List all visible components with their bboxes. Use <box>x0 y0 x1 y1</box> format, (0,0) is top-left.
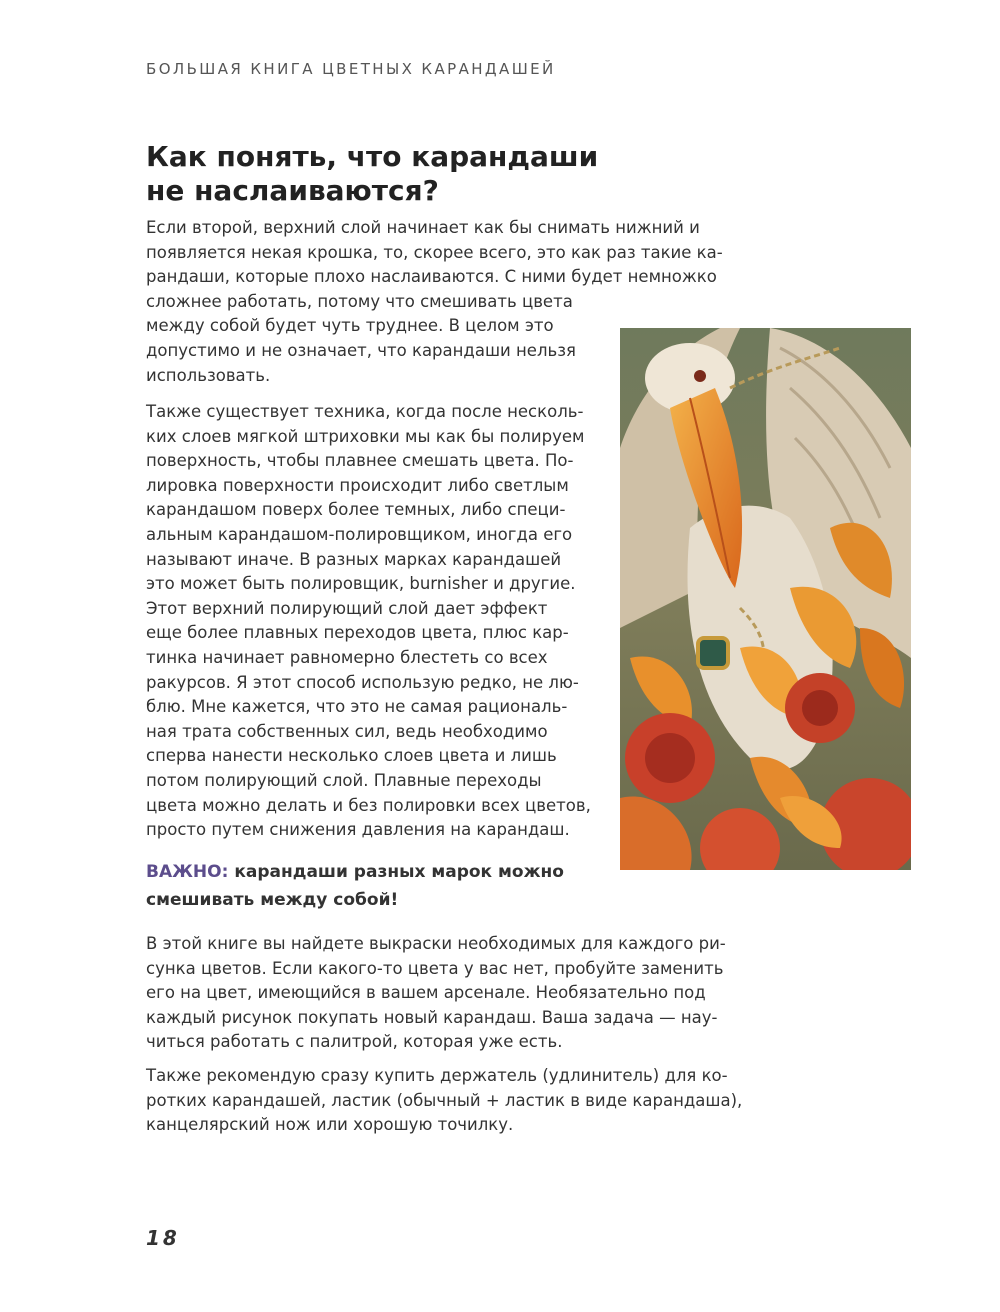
polish-line: сперва нанести несколько слоев цвета и лишь <box>146 746 557 766</box>
pelican-illustration <box>620 328 911 870</box>
polish-line: ракурсов. Я этот способ использую редко, не лю- <box>146 672 579 692</box>
polish-line: это может быть полировщик, burnisher и другие. <box>146 574 576 594</box>
intro-line: рандаши, которые плохо наслаиваются. С ними будет немножко <box>146 267 717 287</box>
polish-line: блю. Мне кажется, что это не самая рациональ- <box>146 697 568 717</box>
tools-line: ротких карандашей, ластик (обычный + ластик в виде карандаша), <box>146 1090 743 1110</box>
polish-line: просто путем снижения давления на карандаш. <box>146 820 570 840</box>
palette-line: читься работать с палитрой, которая уже есть. <box>146 1032 563 1052</box>
polish-line: еще более плавных переходов цвета, плюс кар- <box>146 623 569 643</box>
intro-line: появляется некая крошка, то, скорее всего, это как раз такие ка- <box>146 242 723 262</box>
intro-line: использовать. <box>146 365 271 385</box>
intro-line: сложнее работать, потому что смешивать цвета <box>146 291 573 311</box>
polish-line: Также существует техника, когда после несколь- <box>146 402 584 421</box>
polish-line: цвета можно делать и без полировки всех цветов, <box>146 795 591 815</box>
important-note <box>146 858 564 914</box>
polish-line: карандашом поверх более темных, либо специ- <box>146 500 566 520</box>
palette-line: каждый рисунок покупать новый карандаш. Ваша задача — нау- <box>146 1007 718 1027</box>
important-text-1: карандаши разных марок можно <box>234 862 564 882</box>
tools-paragraph <box>146 1064 742 1138</box>
polish-line: называют иначе. В разных марках карандашей <box>146 549 562 569</box>
page-title <box>146 140 706 208</box>
polish-line: альным карандашом-полировщиком, иногда его <box>146 524 573 544</box>
important-note-line-2: смешивать между собой! <box>146 890 399 910</box>
palette-paragraph <box>146 932 726 1055</box>
page-number: 18 <box>146 1226 180 1250</box>
polish-line: тинка начинает равномерно блестеть со всех <box>146 647 548 667</box>
polish-line: Этот верхний полирующий слой дает эффект <box>146 598 548 618</box>
polish-line: потом полирующий слой. Плавные переходы <box>146 770 542 790</box>
running-header: БОЛЬШАЯ КНИГА ЦВЕТНЫХ КАРАНДАШЕЙ <box>146 60 556 78</box>
polish-line: ная трата собственных сил, ведь необходимо <box>146 721 548 741</box>
important-label: ВАЖНО: <box>146 862 229 882</box>
page-title-line-2: не наслаиваются? <box>146 174 439 207</box>
polish-line: лировка поверхности происходит либо светлым <box>146 475 569 495</box>
polish-line: поверхность, чтобы плавнее смешать цвета. По- <box>146 451 574 471</box>
intro-line: между собой будет чуть труднее. В целом это <box>146 316 554 336</box>
polishing-paragraph <box>146 400 591 843</box>
tools-line: Также рекомендую сразу купить держатель (удлинитель) для ко- <box>146 1066 728 1085</box>
palette-line: В этой книге вы найдете выкраски необходимых для каждого ри- <box>146 934 726 953</box>
intro-line: Если второй, верхний слой начинает как бы снимать нижний и <box>146 218 700 237</box>
palette-line: сунка цветов. Если какого-то цвета у вас нет, пробуйте заменить <box>146 958 724 978</box>
palette-line: его на цвет, имеющийся в вашем арсенале. Необязательно под <box>146 983 706 1003</box>
polish-line: ких слоев мягкой штриховки мы как бы полируем <box>146 426 585 446</box>
tools-line: канцелярский нож или хорошую точилку. <box>146 1115 514 1135</box>
intro-line: допустимо и не означает, что карандаши нельзя <box>146 340 576 360</box>
page-title-line-1: Как понять, что карандаши <box>146 140 599 173</box>
important-note-line-1 <box>146 858 564 886</box>
